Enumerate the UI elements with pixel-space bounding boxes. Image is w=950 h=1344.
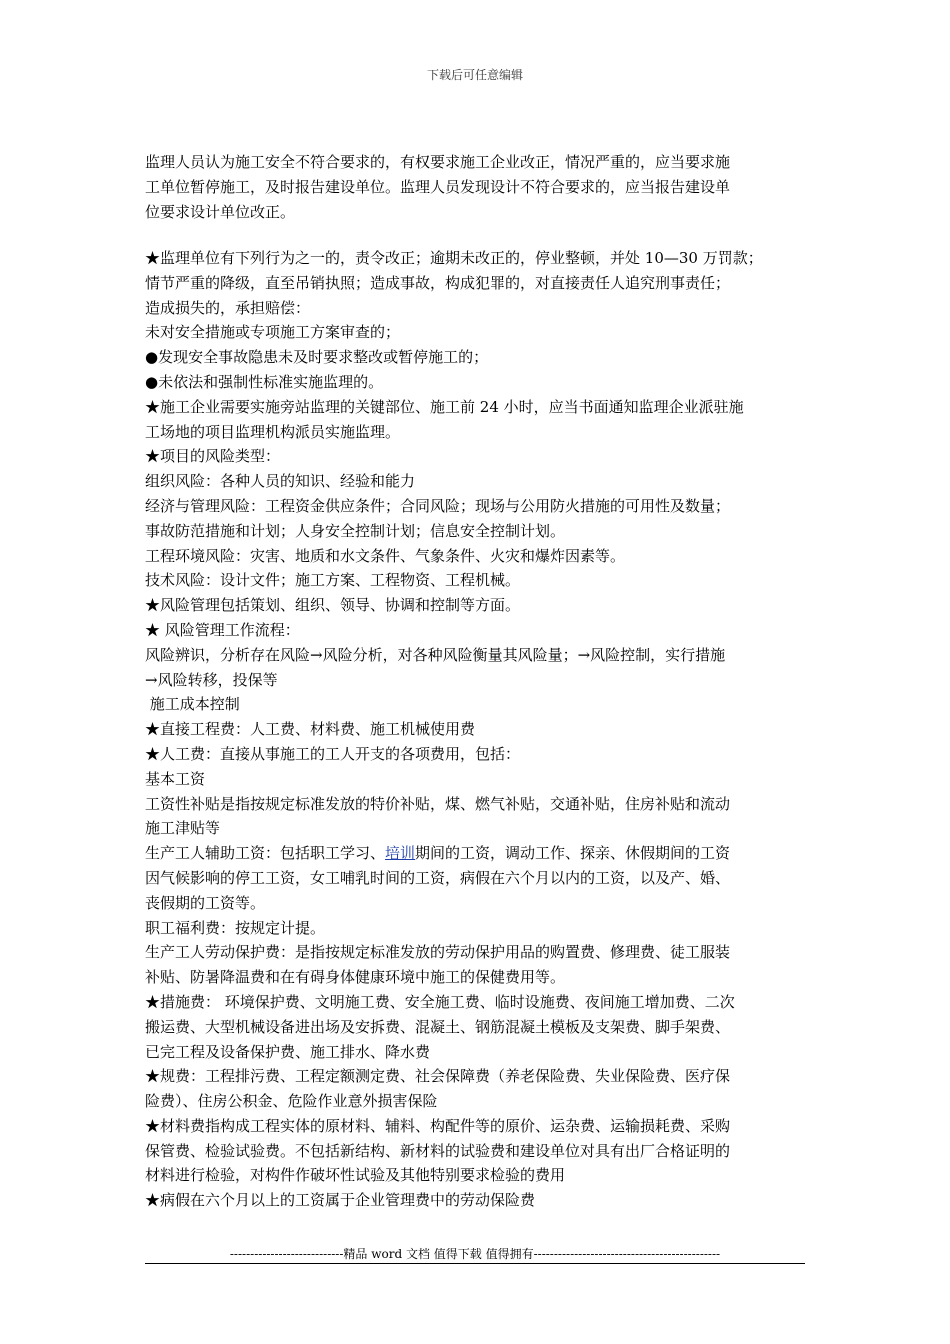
text-line: →风险转移，投保等 [145,670,278,689]
text-line: 未对安全措施或专项施工方案审查的； [145,323,401,342]
text-line: 险费）、住房公积金、危险作业意外损害保险 [145,1092,438,1111]
text-line: ★规费：工程排污费、工程定额测定费、社会保障费（养老保险费、失业保险费、医疗保 [145,1067,731,1086]
text-line: 补贴、防暑降温费和在有碍身体健康环境中施工的保健费用等。 [145,968,566,987]
text-line: 施工津贴等 [145,819,221,838]
text-line-with-link [145,841,813,866]
text-line: 事故防范措施和计划；人身安全控制计划；信息安全控制计划。 [145,521,566,540]
text-line: 组织风险：各种人员的知识、经验和能力 [145,472,416,491]
text-line: 材料进行检验，对构件作破坏性试验及其他特别要求检验的费用 [145,1166,566,1185]
text-line: 监理人员认为施工安全不符合要求的，有权要求施工企业改正，情况严重的，应当要求施 [145,153,731,171]
text-line: ★直接工程费：人工费、材料费、施工机械使用费 [145,720,476,739]
notes-body [145,246,813,1213]
text-line: 工场地的项目监理机构派员实施监理。 [145,422,401,441]
page-footer: ----------------------------精品 word 文档 值得下载 值得拥有---------------------------------------------- [229,1247,721,1261]
text-line: 工程环境风险：灾害、地质和水文条件、气象条件、火灾和爆炸因素等。 [145,546,626,565]
intro-paragraph [145,150,813,225]
text-line: 因气候影响的停工工资，女工哺乳时间的工资，病假在六个月以内的工资，以及产、婚、 [145,868,731,887]
text-segment: 生产工人辅助工资：包括职工学习、 [145,844,386,863]
text-line: 基本工资 [145,769,206,788]
text-line: 搬运费、大型机械设备进出场及安拆费、混凝土、钢筋混凝土模板及支架费、脚手架费、 [145,1017,731,1036]
text-line: ●发现安全事故隐患未及时要求整改或暂停施工的； [145,348,489,367]
text-line: 已完工程及设备保护费、施工排水、降水费 [145,1042,431,1061]
section-heading: 施工成本控制 [145,695,240,714]
page-header: 下载后可任意编辑 [426,68,523,82]
text-line: ★监理单位有下列行为之一的，责令改正；逾期未改正的，停业整顿，并处 10—30 万罚款； [145,249,763,267]
text-line: ★ 风险管理工作流程： [145,620,300,639]
text-line: 位要求设计单位改正。 [145,203,296,221]
text-line: 职工福利费：按规定计提。 [145,918,326,937]
text-line: ★材料费指构成工程实体的原材料、辅料、构配件等的原价、运杂费、运输损耗费、采购 [145,1116,731,1135]
text-line: 保管费、检验试验费。不包括新结构、新材料的试验费和建设单位对具有出厂合格证明的 [145,1141,731,1160]
text-line: 丧假期的工资等。 [145,893,266,912]
text-line: ★施工企业需要实施旁站监理的关键部位、施工前 24 小时，应当书面通知监理企业派驻施 [145,397,744,416]
text-line: ★项目的风险类型： [145,447,281,466]
text-line: ★人工费：直接从事施工的工人开支的各项费用，包括： [145,744,521,763]
text-line: 情节严重的降级，直至吊销执照；造成事故，构成犯罪的，对直接责任人追究刑事责任； [145,273,731,292]
text-line: 工单位暂停施工，及时报告建设单位。监理人员发现设计不符合要求的，应当报告建设单 [145,178,731,196]
text-line: ★病假在六个月以上的工资属于企业管理费中的劳动保险费 [145,1191,536,1210]
footer-divider [145,1263,805,1264]
text-line: ★措施费： 环境保护费、文明施工费、安全施工费、临时设施费、夜间施工增加费、二次 [145,992,735,1011]
text-line: 造成损失的，承担赔偿： [145,298,311,317]
text-line: 生产工人劳动保护费：是指按规定标准发放的劳动保护用品的购置费、修理费、徒工服装 [145,943,731,962]
text-line: ●未依法和强制性标准实施监理的。 [145,372,384,391]
text-line: 经济与管理风险：工程资金供应条件；合同风险；现场与公用防火措施的可用性及数量； [145,496,731,515]
text-line: ★风险管理包括策划、组织、领导、协调和控制等方面。 [145,596,521,615]
text-segment: 期间的工资，调动工作、探亲、休假期间的工资 [415,844,731,863]
text-line: 技术风险：设计文件；施工方案、工程物资、工程机械。 [145,571,521,590]
text-line: 风险辨识，分析存在风险→风险分析，对各种风险衡量其风险量；→风险控制，实行措施 [145,645,726,664]
training-link[interactable]: 培训 [385,844,416,863]
text-line: 工资性补贴是指按规定标准发放的特价补贴，煤、燃气补贴，交通补贴，住房补贴和流动 [145,794,731,813]
